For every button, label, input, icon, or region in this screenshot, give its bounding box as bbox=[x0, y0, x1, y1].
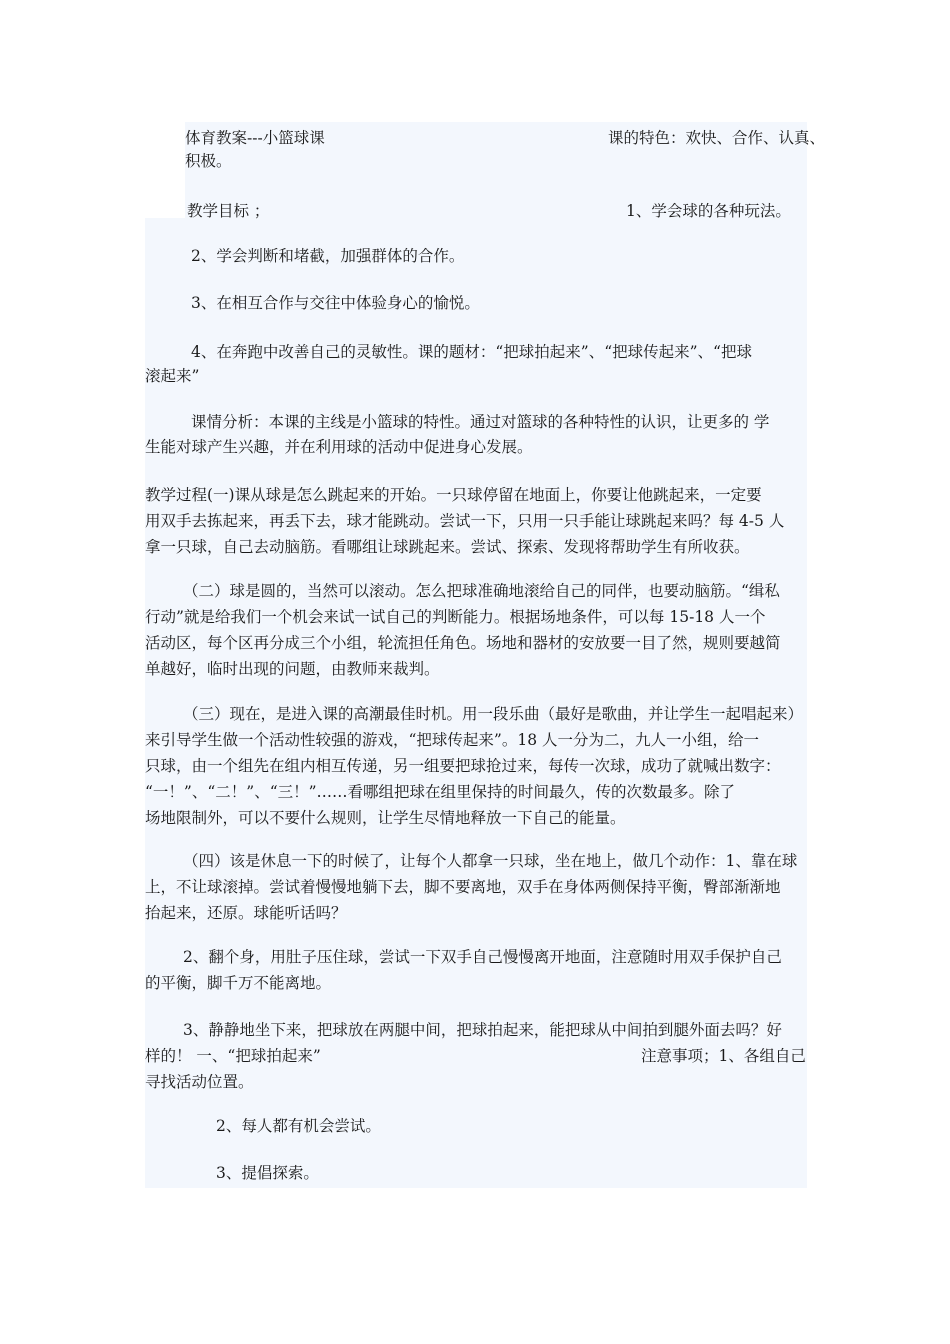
section-one-title: 样的！ 一、“把球拍起来” bbox=[145, 1047, 321, 1065]
text-line: 上，不让球滚掉。尝试着慢慢地躺下去，脚不要离地，双手在身体两侧保持平衡，臀部渐渐地 bbox=[145, 878, 781, 896]
process-paragraph-4 bbox=[145, 848, 810, 926]
goal-4-continued: 滚起来” bbox=[145, 367, 200, 385]
course-features: 课的特色：欢快、合作、认真、 bbox=[608, 129, 826, 147]
process-paragraph-3 bbox=[145, 701, 810, 831]
goals-label: 教学目标 ； bbox=[187, 202, 270, 220]
text-line: 行动”就是给我们一个机会来试一试自己的判断能力。根据场地条件，可以每 15-18 人一个 bbox=[145, 608, 766, 626]
text-line: 单越好，临时出现的问题，由教师来裁判。 bbox=[145, 660, 440, 678]
analysis-line-2: 生能对球产生兴趣，并在利用球的活动中促进身心发展。 bbox=[145, 438, 533, 456]
process-paragraph-6 bbox=[145, 1017, 810, 1095]
text-line bbox=[145, 1043, 810, 1069]
course-features-continued: 积极。 bbox=[185, 152, 232, 170]
text-line: 2、翻个身，用肚子压住球，尝试一下双手自己慢慢离开地面，注意随时用双手保护自己 bbox=[183, 948, 782, 966]
process-paragraph-2 bbox=[145, 578, 810, 682]
goal-3: 3、在相互合作与交往中体验身心的愉悦。 bbox=[191, 294, 480, 312]
text-line: 只球，由一个组先在组内相互传递，另一组要把球抢过来，每传一次球，成功了就喊出数字： bbox=[145, 757, 781, 775]
notes-label: 注意事项；1、各组自己 bbox=[641, 1047, 806, 1065]
goal-4: 4、在奔跑中改善自己的灵敏性。课的题材：“把球拍起来”、“把球传起来”、“把球 bbox=[191, 343, 752, 361]
note-2: 2、每人都有机会尝试。 bbox=[216, 1117, 381, 1135]
text-line: （四）该是休息一下的时候了，让每个人都拿一只球，坐在地上，做几个动作：1、靠在球 bbox=[183, 852, 798, 870]
text-line: 来引导学生做一个活动性较强的游戏，“把球传起来”。18 人一分为二，九人一小组，给一 bbox=[145, 731, 760, 749]
goal-2: 2、学会判断和堵截，加强群体的合作。 bbox=[191, 247, 465, 265]
process-paragraph-1 bbox=[145, 482, 810, 560]
text-line: （二）球是圆的，当然可以滚动。怎么把球准确地滚给自己的同伴，也要动脑筋。“缉私 bbox=[183, 582, 780, 600]
analysis-line-1: 课情分析：本课的主线是小篮球的特性。通过对篮球的各种特性的认识，让更多的 学 bbox=[191, 413, 770, 431]
text-line: 3、静静地坐下来，把球放在两腿中间，把球拍起来，能把球从中间拍到腿外面去吗？好 bbox=[183, 1021, 782, 1039]
text-line: 场地限制外，可以不要什么规则，让学生尽情地释放一下自己的能量。 bbox=[145, 809, 626, 827]
text-line: 教学过程(一)课从球是怎么跳起来的开始。一只球停留在地面上，你要让他跳起来，一定要 bbox=[145, 486, 762, 504]
text-line: 的平衡，脚千万不能离地。 bbox=[145, 974, 332, 992]
page-title: 体育教案---小篮球课 bbox=[185, 129, 325, 147]
goal-1: 1、学会球的各种玩法。 bbox=[626, 202, 791, 220]
text-line: 寻找活动位置。 bbox=[145, 1073, 254, 1091]
text-line: （三）现在，是进入课的高潮最佳时机。用一段乐曲（最好是歌曲，并让学生一起唱起来） bbox=[183, 705, 804, 723]
text-line: 活动区，每个区再分成三个小组，轮流担任角色。场地和器材的安放要一目了然，规则要越简 bbox=[145, 634, 781, 652]
text-line: 用双手去拣起来，再丢下去，球才能跳动。尝试一下，只用一只手能让球跳起来吗？每 4-5 人 bbox=[145, 512, 785, 530]
text-line: “一！”、“二！”、“三！”……看哪组把球在组里保持的时间最久，传的次数最多。除了 bbox=[145, 783, 736, 801]
text-line: 抬起来，还原。球能听话吗？ bbox=[145, 904, 347, 922]
note-3: 3、提倡探索。 bbox=[216, 1164, 319, 1182]
text-line: 拿一只球，自己去动脑筋。看哪组让球跳起来。尝试、探索、发现将帮助学生有所收获。 bbox=[145, 538, 750, 556]
process-paragraph-5 bbox=[145, 944, 810, 996]
